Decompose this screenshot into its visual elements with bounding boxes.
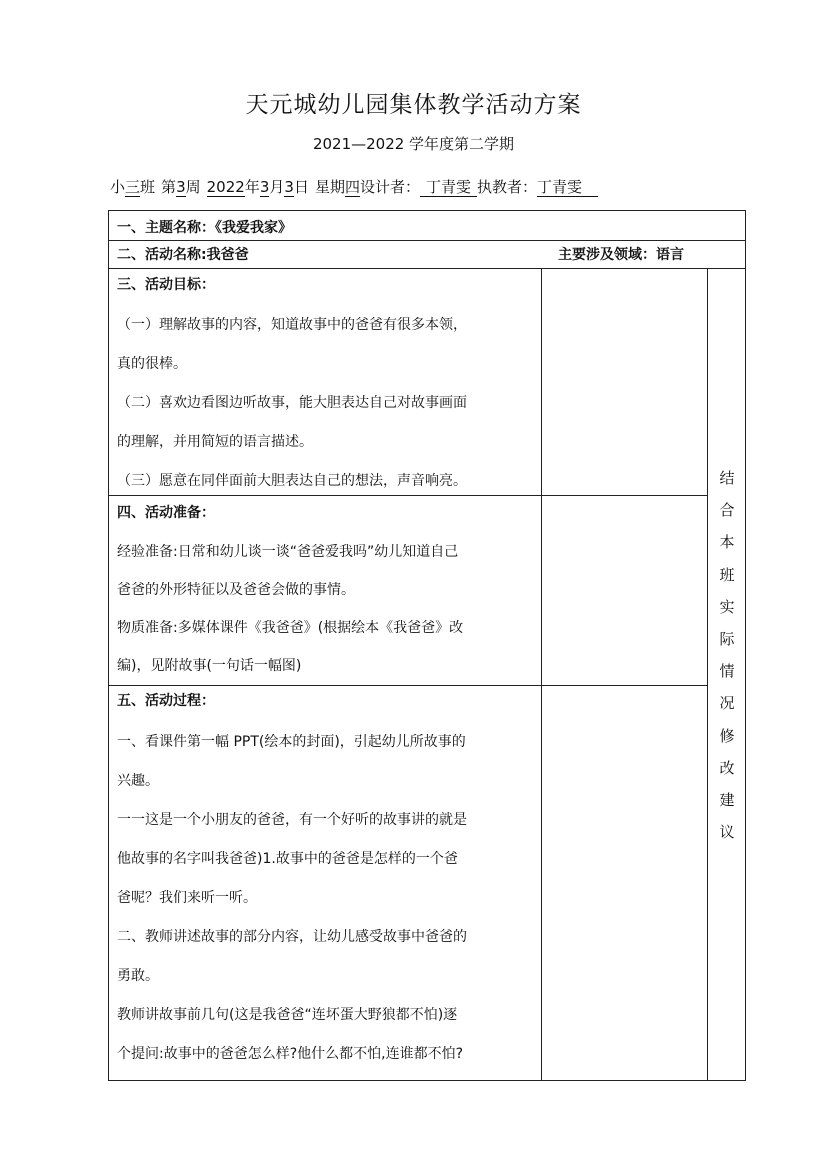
domain-label: 主要涉及领域：语言 — [558, 247, 684, 263]
day: 3 — [284, 178, 294, 196]
class-prefix: 小 — [110, 178, 126, 196]
goal-line: （二）喜欢边看图边听故事，能大胆表达自己对故事画面 — [117, 395, 467, 411]
side-char: 改 — [719, 758, 735, 777]
week-prefix: 第 — [161, 178, 177, 196]
process-line: 勇敢。 — [117, 968, 159, 984]
side-char: 实 — [719, 597, 735, 616]
process-line: 教师讲故事前几句(这是我爸爸“连坏蛋大野狼都不怕)逐 — [117, 1007, 458, 1023]
revision-notes-label — [708, 462, 746, 848]
process-line: 二、教师讲述故事的部分内容，让幼儿感受故事中爸爸的 — [117, 929, 467, 945]
goal-line: 的理解，并用简短的语言描述。 — [117, 434, 313, 450]
class-suffix: 班 — [140, 178, 156, 196]
goal-line: （三）愿意在同伴面前大胆表达自己的想法，声音响亮。 — [117, 473, 467, 489]
process-line: 他故事的名字叫我爸爸)1.故事中的爸爸是怎样的一个爸 — [117, 851, 458, 867]
row-divider — [108, 240, 746, 241]
weekday-prefix: 星期 — [314, 178, 345, 196]
designer-name: 丁青雯 — [420, 178, 477, 197]
process-line: 爸呢？我们来听一听。 — [117, 890, 257, 906]
process-list — [117, 723, 535, 1074]
executor-name: 丁青雯 — [537, 178, 598, 197]
designer-label: 设计者： — [359, 178, 420, 196]
page-title: 天元城幼儿园集体教学活动方案 — [245, 92, 582, 118]
side-char: 班 — [719, 565, 735, 584]
lesson-meta — [110, 176, 598, 197]
weekday: 四 — [344, 178, 360, 196]
executor-label: 执教者： — [477, 178, 538, 196]
goal-line: （一）理解故事的内容，知道故事中的爸爸有很多本领， — [117, 317, 467, 333]
day-suffix: 日 — [293, 178, 309, 196]
year: 2022 — [206, 178, 245, 196]
side-char: 议 — [719, 823, 735, 842]
year-suffix: 年 — [244, 178, 260, 196]
process-line: 一、看课件第一幅 PPT(绘本的封面)，引起幼儿所故事的 — [117, 734, 466, 750]
goal-line: 真的很棒。 — [117, 356, 187, 372]
column-divider — [541, 268, 542, 1081]
process-line: 兴趣。 — [117, 773, 159, 789]
prep-line: 爸爸的外形特征以及爸爸会做的事情。 — [117, 582, 355, 598]
side-char: 修 — [719, 726, 735, 745]
semester-subtitle: 2021—2022 学年度第二学期 — [312, 135, 515, 153]
side-char: 际 — [719, 629, 735, 648]
goals-heading: 三、活动目标： — [117, 277, 215, 293]
side-char: 情 — [719, 662, 735, 681]
side-char: 合 — [719, 501, 735, 520]
activity-name: 二、活动名称:我爸爸 — [117, 247, 249, 263]
prep-list — [117, 533, 535, 685]
process-line: 个提问:故事中的爸爸怎么样?他什么都不怕,连谁都不怕? — [117, 1046, 464, 1062]
week-suffix: 周 — [185, 178, 201, 196]
side-char: 况 — [719, 694, 735, 713]
side-char: 结 — [719, 469, 735, 487]
prep-line: 编)，见附故事(一句话一幅图) — [117, 658, 302, 674]
week-number: 3 — [176, 178, 186, 196]
theme-name: 一、主题名称：《我爱我家》 — [117, 220, 292, 236]
prep-heading: 四、活动准备： — [117, 505, 215, 521]
row-divider — [108, 685, 708, 686]
month: 3 — [259, 178, 270, 196]
month-suffix: 月 — [269, 178, 285, 196]
prep-line: 物质准备:多媒体课件《我爸爸》(根据绘本《我爸爸》改 — [117, 620, 464, 636]
side-char: 建 — [719, 790, 735, 809]
class-number: 三 — [125, 178, 141, 196]
side-char: 本 — [719, 533, 735, 552]
prep-line: 经验准备:日常和幼儿谈一谈“爸爸爱我吗”幼儿知道自己 — [117, 544, 459, 560]
process-line: 一一这是一个小朋友的爸爸，有一个好听的故事讲的就是 — [117, 812, 467, 828]
goals-list — [117, 306, 535, 501]
row-divider — [108, 268, 746, 269]
process-heading: 五、活动过程： — [117, 693, 215, 709]
